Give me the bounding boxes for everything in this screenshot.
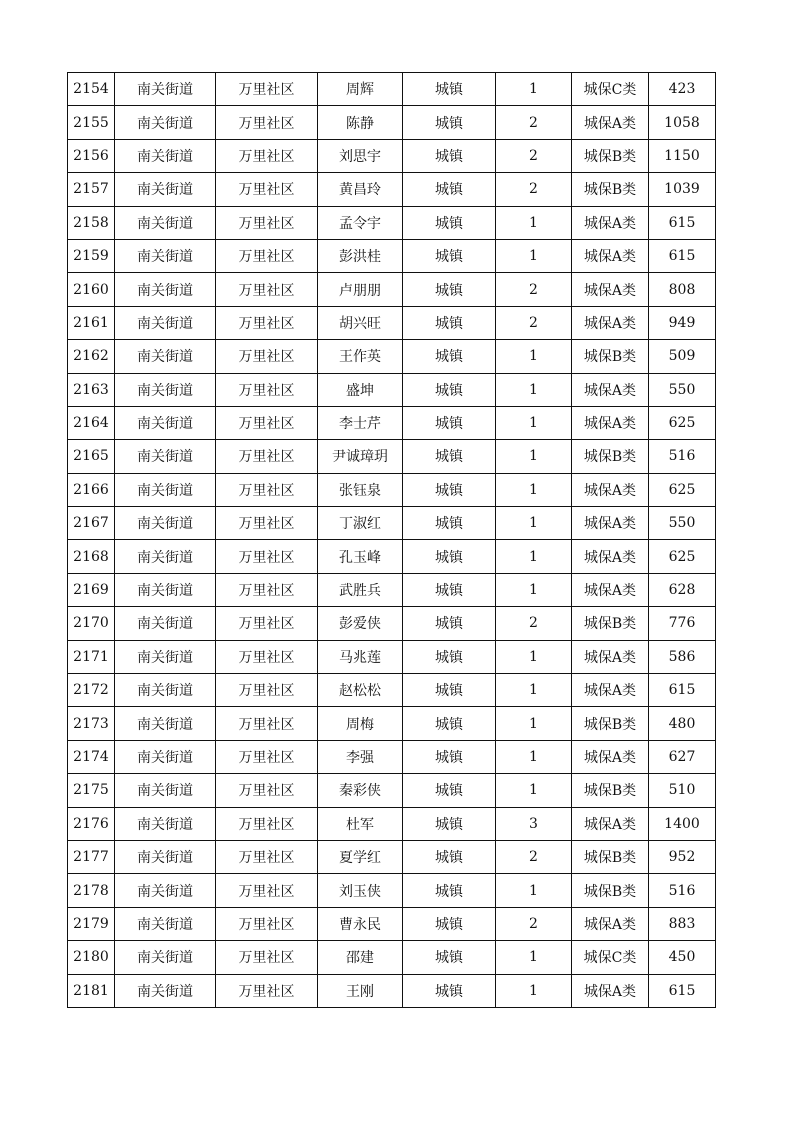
name-cell: 黄昌玲 — [318, 173, 403, 206]
amount-cell: 808 — [649, 273, 716, 306]
community-cell: 万里社区 — [216, 73, 318, 106]
household-type-cell: 城镇 — [403, 740, 496, 773]
subdistrict-cell: 南关街道 — [115, 406, 216, 439]
name-cell: 曹永民 — [318, 907, 403, 940]
name-cell: 杜军 — [318, 807, 403, 840]
name-cell: 陈静 — [318, 106, 403, 139]
table-row — [68, 106, 716, 139]
serial-number-cell: 2174 — [68, 740, 115, 773]
household-type-cell: 城镇 — [403, 507, 496, 540]
category-cell: 城保B类 — [572, 139, 649, 172]
serial-number-cell: 2162 — [68, 340, 115, 373]
table-row — [68, 206, 716, 239]
household-type-cell: 城镇 — [403, 239, 496, 272]
amount-cell: 550 — [649, 373, 716, 406]
subdistrict-cell: 南关街道 — [115, 473, 216, 506]
community-cell: 万里社区 — [216, 139, 318, 172]
household-size-cell: 2 — [496, 273, 572, 306]
name-cell: 刘思宇 — [318, 139, 403, 172]
community-cell: 万里社区 — [216, 774, 318, 807]
household-size-cell: 1 — [496, 740, 572, 773]
community-cell: 万里社区 — [216, 707, 318, 740]
serial-number-cell: 2180 — [68, 941, 115, 974]
community-cell: 万里社区 — [216, 807, 318, 840]
subdistrict-cell: 南关街道 — [115, 507, 216, 540]
subdistrict-cell: 南关街道 — [115, 941, 216, 974]
table-row — [68, 440, 716, 473]
subdistrict-cell: 南关街道 — [115, 73, 216, 106]
subdistrict-cell: 南关街道 — [115, 340, 216, 373]
household-size-cell: 1 — [496, 874, 572, 907]
name-cell: 王刚 — [318, 974, 403, 1007]
subdistrict-cell: 南关街道 — [115, 874, 216, 907]
household-type-cell: 城镇 — [403, 373, 496, 406]
household-size-cell: 1 — [496, 206, 572, 239]
amount-cell: 776 — [649, 607, 716, 640]
name-cell: 彭洪桂 — [318, 239, 403, 272]
community-cell: 万里社区 — [216, 573, 318, 606]
name-cell: 周辉 — [318, 73, 403, 106]
household-type-cell: 城镇 — [403, 607, 496, 640]
household-type-cell: 城镇 — [403, 73, 496, 106]
amount-cell: 480 — [649, 707, 716, 740]
subdistrict-cell: 南关街道 — [115, 206, 216, 239]
amount-cell: 625 — [649, 540, 716, 573]
household-type-cell: 城镇 — [403, 473, 496, 506]
name-cell: 丁淑红 — [318, 507, 403, 540]
category-cell: 城保A类 — [572, 473, 649, 506]
amount-cell: 510 — [649, 774, 716, 807]
community-cell: 万里社区 — [216, 373, 318, 406]
household-type-cell: 城镇 — [403, 406, 496, 439]
community-cell: 万里社区 — [216, 440, 318, 473]
subdistrict-cell: 南关街道 — [115, 807, 216, 840]
household-type-cell: 城镇 — [403, 440, 496, 473]
household-size-cell: 1 — [496, 774, 572, 807]
serial-number-cell: 2175 — [68, 774, 115, 807]
category-cell: 城保A类 — [572, 640, 649, 673]
community-cell: 万里社区 — [216, 607, 318, 640]
subdistrict-cell: 南关街道 — [115, 840, 216, 873]
subdistrict-cell: 南关街道 — [115, 173, 216, 206]
table-row — [68, 941, 716, 974]
table-row — [68, 507, 716, 540]
subdistrict-cell: 南关街道 — [115, 139, 216, 172]
name-cell: 李强 — [318, 740, 403, 773]
name-cell: 刘玉侠 — [318, 874, 403, 907]
amount-cell: 615 — [649, 674, 716, 707]
table-row — [68, 73, 716, 106]
amount-cell: 1058 — [649, 106, 716, 139]
category-cell: 城保B类 — [572, 774, 649, 807]
serial-number-cell: 2169 — [68, 573, 115, 606]
community-cell: 万里社区 — [216, 239, 318, 272]
table-row — [68, 907, 716, 940]
household-size-cell: 2 — [496, 139, 572, 172]
amount-cell: 949 — [649, 306, 716, 339]
amount-cell: 450 — [649, 941, 716, 974]
table-row — [68, 540, 716, 573]
subdistrict-cell: 南关街道 — [115, 707, 216, 740]
serial-number-cell: 2172 — [68, 674, 115, 707]
category-cell: 城保A类 — [572, 106, 649, 139]
amount-cell: 423 — [649, 73, 716, 106]
serial-number-cell: 2157 — [68, 173, 115, 206]
name-cell: 李士芹 — [318, 406, 403, 439]
community-cell: 万里社区 — [216, 540, 318, 573]
serial-number-cell: 2181 — [68, 974, 115, 1007]
serial-number-cell: 2167 — [68, 507, 115, 540]
category-cell: 城保A类 — [572, 406, 649, 439]
household-type-cell: 城镇 — [403, 206, 496, 239]
household-size-cell: 1 — [496, 507, 572, 540]
amount-cell: 516 — [649, 874, 716, 907]
community-cell: 万里社区 — [216, 974, 318, 1007]
subdistrict-cell: 南关街道 — [115, 573, 216, 606]
amount-cell: 1400 — [649, 807, 716, 840]
subdistrict-cell: 南关街道 — [115, 239, 216, 272]
name-cell: 孟令宇 — [318, 206, 403, 239]
subdistrict-cell: 南关街道 — [115, 974, 216, 1007]
table-row — [68, 239, 716, 272]
subdistrict-cell: 南关街道 — [115, 373, 216, 406]
table-row — [68, 306, 716, 339]
amount-cell: 628 — [649, 573, 716, 606]
category-cell: 城保A类 — [572, 306, 649, 339]
amount-cell: 883 — [649, 907, 716, 940]
community-cell: 万里社区 — [216, 640, 318, 673]
category-cell: 城保A类 — [572, 974, 649, 1007]
category-cell: 城保A类 — [572, 907, 649, 940]
amount-cell: 1150 — [649, 139, 716, 172]
table-row — [68, 273, 716, 306]
subdistrict-cell: 南关街道 — [115, 440, 216, 473]
amount-cell: 625 — [649, 473, 716, 506]
household-type-cell: 城镇 — [403, 840, 496, 873]
serial-number-cell: 2176 — [68, 807, 115, 840]
household-type-cell: 城镇 — [403, 807, 496, 840]
category-cell: 城保B类 — [572, 440, 649, 473]
table-row — [68, 573, 716, 606]
table-row — [68, 840, 716, 873]
serial-number-cell: 2156 — [68, 139, 115, 172]
table-row — [68, 340, 716, 373]
household-type-cell: 城镇 — [403, 707, 496, 740]
subdistrict-cell: 南关街道 — [115, 907, 216, 940]
community-cell: 万里社区 — [216, 507, 318, 540]
household-size-cell: 3 — [496, 807, 572, 840]
subdistrict-cell: 南关街道 — [115, 640, 216, 673]
subdistrict-cell: 南关街道 — [115, 273, 216, 306]
household-type-cell: 城镇 — [403, 573, 496, 606]
name-cell: 张钰泉 — [318, 473, 403, 506]
household-type-cell: 城镇 — [403, 106, 496, 139]
category-cell: 城保C类 — [572, 941, 649, 974]
household-size-cell: 2 — [496, 840, 572, 873]
household-size-cell: 1 — [496, 540, 572, 573]
serial-number-cell: 2154 — [68, 73, 115, 106]
household-size-cell: 2 — [496, 907, 572, 940]
household-size-cell: 1 — [496, 406, 572, 439]
amount-cell: 550 — [649, 507, 716, 540]
name-cell: 胡兴旺 — [318, 306, 403, 339]
category-cell: 城保B类 — [572, 607, 649, 640]
subdistrict-cell: 南关街道 — [115, 674, 216, 707]
subdistrict-cell: 南关街道 — [115, 607, 216, 640]
table-row — [68, 707, 716, 740]
name-cell: 武胜兵 — [318, 573, 403, 606]
household-size-cell: 2 — [496, 607, 572, 640]
serial-number-cell: 2161 — [68, 306, 115, 339]
amount-cell: 615 — [649, 974, 716, 1007]
community-cell: 万里社区 — [216, 740, 318, 773]
table-body — [68, 73, 716, 1008]
community-cell: 万里社区 — [216, 306, 318, 339]
community-cell: 万里社区 — [216, 106, 318, 139]
subdistrict-cell: 南关街道 — [115, 774, 216, 807]
household-type-cell: 城镇 — [403, 941, 496, 974]
category-cell: 城保A类 — [572, 507, 649, 540]
table-row — [68, 473, 716, 506]
community-cell: 万里社区 — [216, 406, 318, 439]
name-cell: 周梅 — [318, 707, 403, 740]
community-cell: 万里社区 — [216, 340, 318, 373]
table-row — [68, 173, 716, 206]
subdistrict-cell: 南关街道 — [115, 740, 216, 773]
community-cell: 万里社区 — [216, 173, 318, 206]
name-cell: 彭爱侠 — [318, 607, 403, 640]
community-cell: 万里社区 — [216, 473, 318, 506]
table-row — [68, 974, 716, 1007]
amount-cell: 586 — [649, 640, 716, 673]
household-size-cell: 1 — [496, 373, 572, 406]
category-cell: 城保A类 — [572, 540, 649, 573]
amount-cell: 615 — [649, 206, 716, 239]
serial-number-cell: 2171 — [68, 640, 115, 673]
amount-cell: 509 — [649, 340, 716, 373]
category-cell: 城保B类 — [572, 840, 649, 873]
household-size-cell: 1 — [496, 73, 572, 106]
serial-number-cell: 2179 — [68, 907, 115, 940]
amount-cell: 516 — [649, 440, 716, 473]
community-cell: 万里社区 — [216, 941, 318, 974]
community-cell: 万里社区 — [216, 674, 318, 707]
table-row — [68, 406, 716, 439]
category-cell: 城保C类 — [572, 73, 649, 106]
name-cell: 孔玉峰 — [318, 540, 403, 573]
table-row — [68, 807, 716, 840]
name-cell: 邵建 — [318, 941, 403, 974]
serial-number-cell: 2178 — [68, 874, 115, 907]
table-row — [68, 674, 716, 707]
community-cell: 万里社区 — [216, 206, 318, 239]
amount-cell: 627 — [649, 740, 716, 773]
category-cell: 城保B类 — [572, 707, 649, 740]
subdistrict-cell: 南关街道 — [115, 540, 216, 573]
name-cell: 赵松松 — [318, 674, 403, 707]
category-cell: 城保A类 — [572, 674, 649, 707]
table-row — [68, 774, 716, 807]
serial-number-cell: 2166 — [68, 473, 115, 506]
name-cell: 秦彩侠 — [318, 774, 403, 807]
household-size-cell: 2 — [496, 106, 572, 139]
table-row — [68, 607, 716, 640]
serial-number-cell: 2173 — [68, 707, 115, 740]
beneficiary-table — [67, 72, 716, 1008]
name-cell: 尹诚璋玥 — [318, 440, 403, 473]
serial-number-cell: 2170 — [68, 607, 115, 640]
name-cell: 马兆莲 — [318, 640, 403, 673]
serial-number-cell: 2155 — [68, 106, 115, 139]
community-cell: 万里社区 — [216, 273, 318, 306]
household-size-cell: 2 — [496, 173, 572, 206]
household-type-cell: 城镇 — [403, 774, 496, 807]
table-row — [68, 874, 716, 907]
category-cell: 城保A类 — [572, 573, 649, 606]
household-size-cell: 1 — [496, 573, 572, 606]
amount-cell: 1039 — [649, 173, 716, 206]
name-cell: 夏学红 — [318, 840, 403, 873]
household-type-cell: 城镇 — [403, 674, 496, 707]
household-type-cell: 城镇 — [403, 640, 496, 673]
category-cell: 城保A类 — [572, 807, 649, 840]
household-size-cell: 1 — [496, 941, 572, 974]
serial-number-cell: 2165 — [68, 440, 115, 473]
household-size-cell: 1 — [496, 640, 572, 673]
household-type-cell: 城镇 — [403, 974, 496, 1007]
name-cell: 王作英 — [318, 340, 403, 373]
name-cell: 卢朋朋 — [318, 273, 403, 306]
serial-number-cell: 2158 — [68, 206, 115, 239]
community-cell: 万里社区 — [216, 840, 318, 873]
category-cell: 城保A类 — [572, 740, 649, 773]
serial-number-cell: 2160 — [68, 273, 115, 306]
serial-number-cell: 2163 — [68, 373, 115, 406]
category-cell: 城保B类 — [572, 340, 649, 373]
table-row — [68, 373, 716, 406]
household-size-cell: 1 — [496, 340, 572, 373]
household-type-cell: 城镇 — [403, 306, 496, 339]
serial-number-cell: 2164 — [68, 406, 115, 439]
category-cell: 城保A类 — [572, 373, 649, 406]
table-row — [68, 640, 716, 673]
serial-number-cell: 2177 — [68, 840, 115, 873]
table-row — [68, 740, 716, 773]
household-size-cell: 1 — [496, 473, 572, 506]
category-cell: 城保B类 — [572, 874, 649, 907]
amount-cell: 952 — [649, 840, 716, 873]
household-type-cell: 城镇 — [403, 907, 496, 940]
household-size-cell: 1 — [496, 674, 572, 707]
household-type-cell: 城镇 — [403, 340, 496, 373]
category-cell: 城保A类 — [572, 206, 649, 239]
household-size-cell: 1 — [496, 239, 572, 272]
category-cell: 城保B类 — [572, 173, 649, 206]
category-cell: 城保A类 — [572, 273, 649, 306]
household-type-cell: 城镇 — [403, 139, 496, 172]
serial-number-cell: 2159 — [68, 239, 115, 272]
category-cell: 城保A类 — [572, 239, 649, 272]
subdistrict-cell: 南关街道 — [115, 306, 216, 339]
household-size-cell: 1 — [496, 707, 572, 740]
subdistrict-cell: 南关街道 — [115, 106, 216, 139]
serial-number-cell: 2168 — [68, 540, 115, 573]
household-type-cell: 城镇 — [403, 273, 496, 306]
table-row — [68, 139, 716, 172]
amount-cell: 615 — [649, 239, 716, 272]
amount-cell: 625 — [649, 406, 716, 439]
community-cell: 万里社区 — [216, 907, 318, 940]
household-size-cell: 1 — [496, 440, 572, 473]
community-cell: 万里社区 — [216, 874, 318, 907]
household-type-cell: 城镇 — [403, 874, 496, 907]
household-type-cell: 城镇 — [403, 173, 496, 206]
name-cell: 盛坤 — [318, 373, 403, 406]
household-type-cell: 城镇 — [403, 540, 496, 573]
household-size-cell: 1 — [496, 974, 572, 1007]
household-size-cell: 2 — [496, 306, 572, 339]
